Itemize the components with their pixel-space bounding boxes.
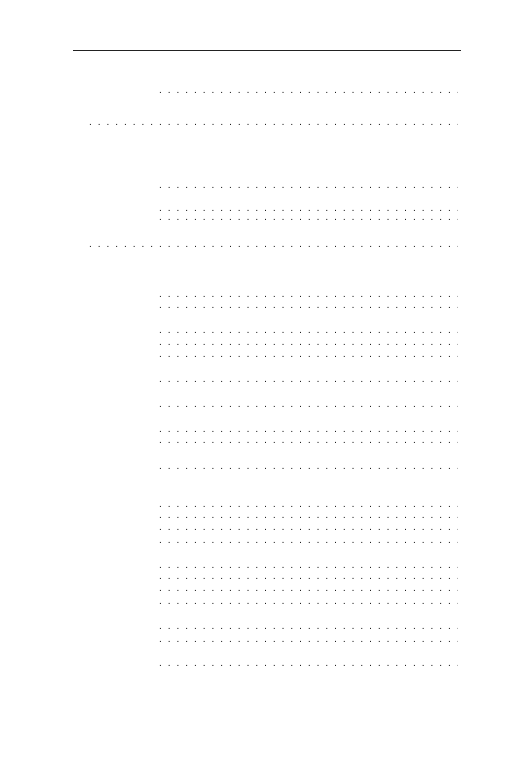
toc-entry-page (458, 348, 461, 361)
dot-leader (159, 633, 458, 646)
toc-entry-last-line (159, 633, 461, 646)
chapter-title-last-line (89, 114, 461, 132)
toc-entry-last-line (159, 348, 461, 361)
toc-entry-last-line (159, 521, 461, 534)
toc-entry-page (458, 620, 461, 633)
toc-entry-page (458, 633, 461, 646)
dot-leader (159, 373, 458, 386)
toc-entry-last-line (159, 460, 461, 473)
toc-entry-page (458, 582, 461, 595)
dot-leader (159, 534, 458, 547)
toc-entry-last-line (159, 398, 461, 411)
toc-entry-last-line (159, 620, 461, 633)
toc-entry-last-line (159, 299, 461, 312)
dot-leader (89, 114, 458, 132)
toc-entry-page (458, 434, 461, 447)
toc-entry-last-line (159, 657, 461, 670)
toc-entry-last-line (159, 179, 461, 192)
dot-leader (159, 595, 458, 608)
toc-entry-page (458, 460, 461, 473)
dot-leader (159, 582, 458, 595)
toc-entry-page (458, 398, 461, 411)
toc-entry-page (458, 595, 461, 608)
toc-entry-page (458, 84, 461, 97)
dot-leader (159, 84, 458, 97)
dot-leader (159, 179, 458, 192)
header-rule (73, 50, 461, 51)
dot-leader (159, 434, 458, 447)
toc-entry-page (458, 211, 461, 224)
toc-entry-last-line (159, 84, 461, 97)
toc-entry-page (458, 521, 461, 534)
dot-leader (159, 460, 458, 473)
toc-entry-last-line (159, 595, 461, 608)
toc-entry-last-line (159, 434, 461, 447)
chapter-title-last-line (89, 236, 461, 254)
toc-entry-last-line (159, 211, 461, 224)
dot-leader (159, 299, 458, 312)
toc-entry-last-line (159, 373, 461, 386)
toc-entry-page (458, 657, 461, 670)
toc-entry-last-line (159, 534, 461, 547)
dot-leader (159, 211, 458, 224)
dot-leader (159, 521, 458, 534)
dot-leader (159, 620, 458, 633)
dot-leader (89, 236, 458, 254)
toc-entry-page (458, 299, 461, 312)
dot-leader (159, 398, 458, 411)
toc-entry-page (458, 179, 461, 192)
dot-leader (159, 657, 458, 670)
toc-entry-page (458, 534, 461, 547)
toc-entry-page (458, 373, 461, 386)
dot-leader (159, 348, 458, 361)
toc-entry-last-line (159, 582, 461, 595)
